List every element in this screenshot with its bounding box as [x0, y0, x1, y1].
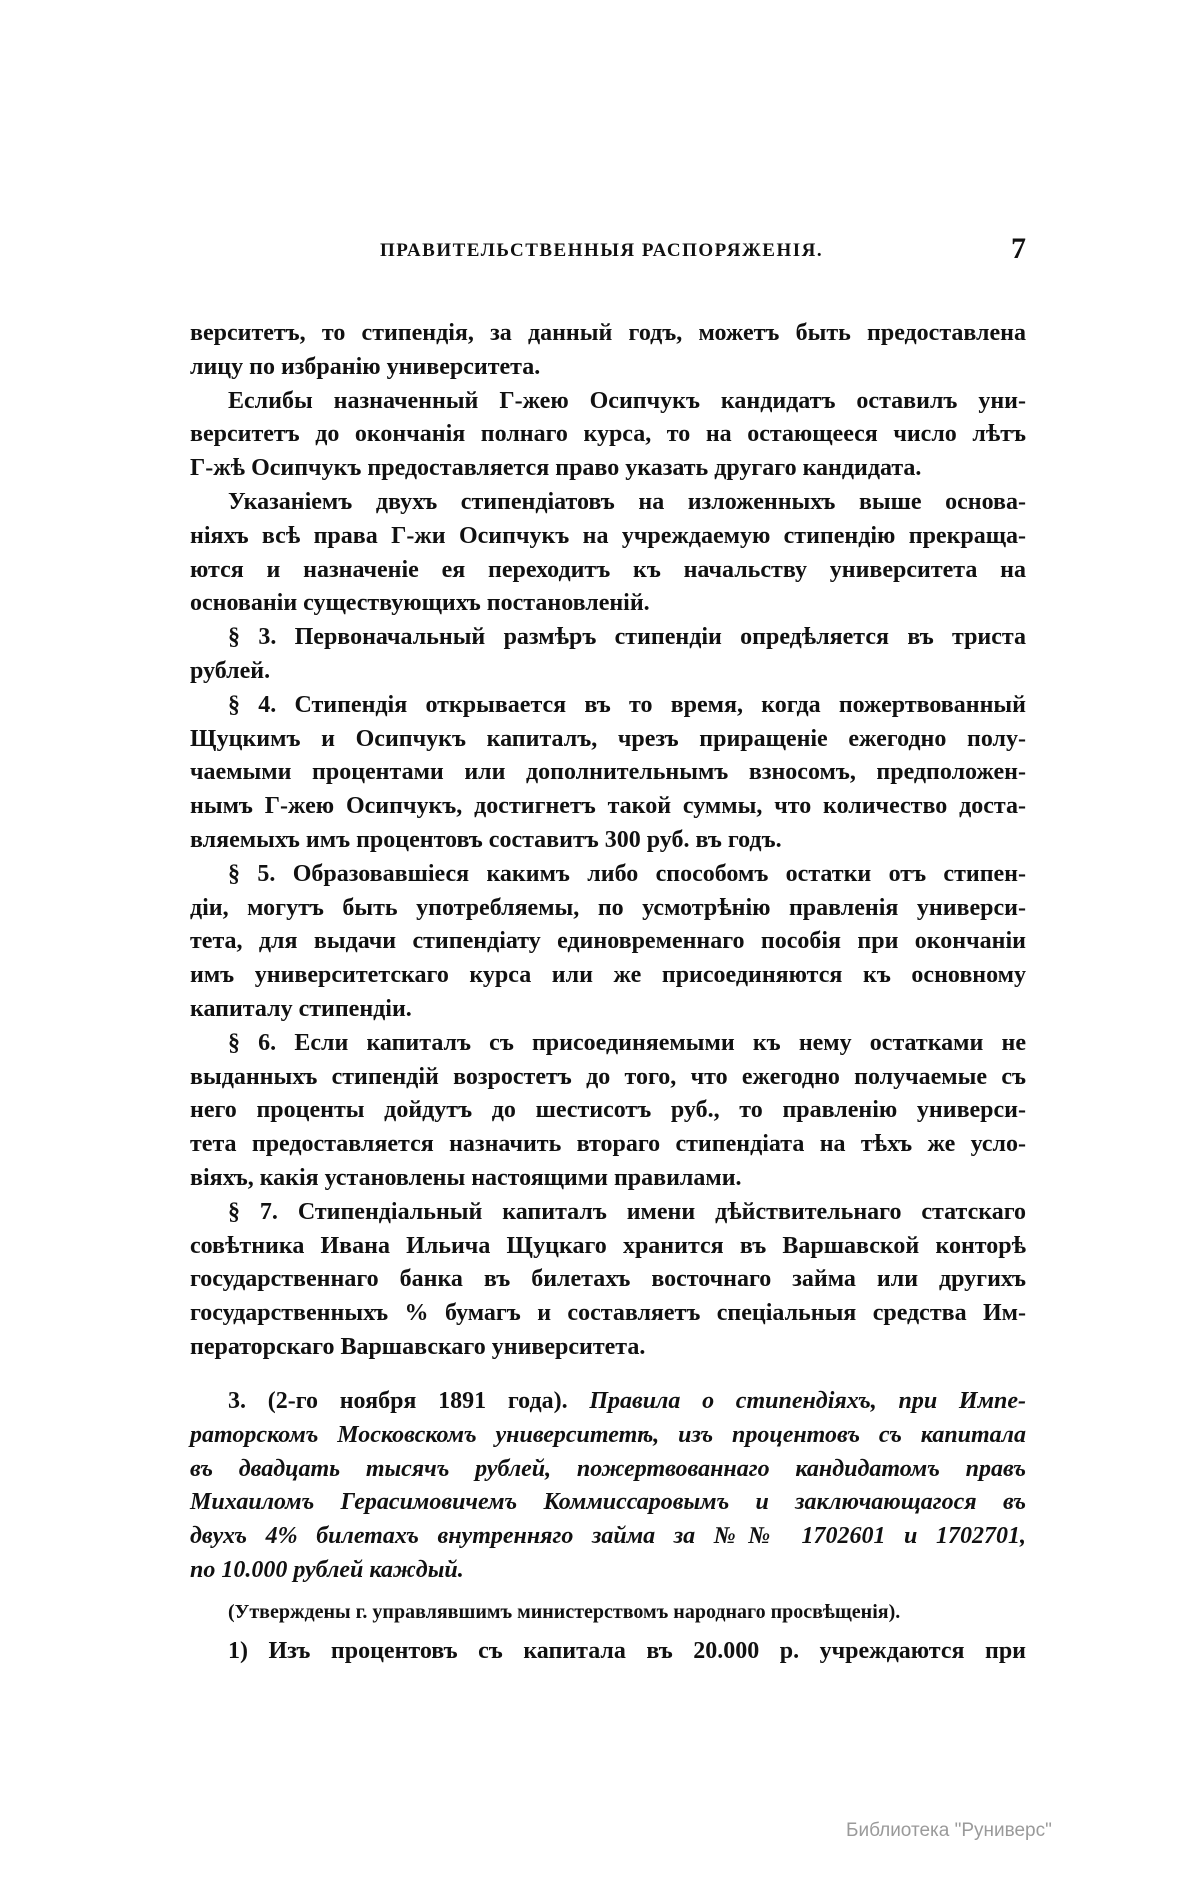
paragraph-line: Щуцкимъ и Осипчукъ капиталъ, чрезъ приращеніе ежегодно полу- [190, 726, 1026, 752]
paragraph-line: діи, могутъ быть употребляемы, по усмотрѣнію правленія универси- [190, 895, 1026, 921]
paragraph-line: § 4. Стипендія открывается въ то время, когда пожертвованный [228, 692, 1026, 718]
approval-note: (Утверждены г. управлявшимъ министерствомъ народнаго просвѣщенія). [228, 1601, 901, 1623]
library-watermark: Библиотека "Руниверс" [846, 1820, 1052, 1841]
section-heading-line: въ двадцать тысячъ рублей, пожертвованнаго кандидатомъ правъ [190, 1456, 1026, 1482]
paragraph-line: нымъ Г-жею Осипчукъ, достигнетъ такой суммы, что количество доста- [190, 793, 1026, 819]
paragraph-line: верситетъ до окончанія полнаго курса, то на остающееся число лѣтъ [190, 421, 1026, 447]
section-heading-line: двухъ 4% билетахъ внутренняго займа за №№ 1702601 и 1702701, [190, 1523, 1026, 1549]
paragraph-line: рублей. [190, 658, 271, 684]
paragraph-line: тета предоставляется назначить втораго стипендіата на тѣхъ же усло- [190, 1131, 1026, 1157]
page-number: 7 [1011, 232, 1026, 265]
paragraph-line: совѣтника Ивана Ильича Щуцкаго хранится въ Варшавской конторѣ [190, 1233, 1026, 1259]
paragraph-line: ніяхъ всѣ права Г-жи Осипчукъ на учреждаемую стипендію прекраща- [190, 523, 1026, 549]
paragraph-line: государственнаго банка въ билетахъ восточнаго займа или другихъ [190, 1266, 1026, 1292]
section-heading-line [228, 1384, 1026, 1418]
running-header [190, 232, 1026, 270]
section-heading-line: по 10.000 рублей каждый. [190, 1557, 464, 1583]
paragraph-line: тета, для выдачи стипендіату единовременнаго пособія при окончаніи [190, 928, 1026, 954]
paragraph-line: государственныхъ % бумагъ и составляетъ спеціальныя средства Им- [190, 1300, 1026, 1326]
paragraph-line: віяхъ, какія установлены настоящими правилами. [190, 1165, 742, 1191]
rule-item-1: 1) Изъ процентовъ съ капитала въ 20.000 р. учреждаются при [228, 1638, 1026, 1664]
paragraph-line: Еслибы назначенный Г-жею Осипчукъ кандидатъ оставилъ уни- [228, 388, 1026, 414]
paragraph-line: Указаніемъ двухъ стипендіатовъ на изложенныхъ выше основа- [228, 489, 1026, 515]
paragraph-line: § 3. Первоначальный размѣръ стипендіи опредѣляется въ триста [228, 624, 1026, 650]
section-heading-line: Михаиломъ Герасимовичемъ Коммиссаровымъ и заключающагося въ [190, 1489, 1026, 1515]
paragraph-line: § 7. Стипендіальный капиталъ имени дѣйствительнаго статскаго [228, 1199, 1026, 1225]
paragraph-line: верситетъ, то стипендія, за данный годъ, можетъ быть предоставлена [190, 320, 1026, 346]
paragraph-line: имъ университетскаго курса или же присоединяются къ основному [190, 962, 1026, 988]
paragraph-line: вляемыхъ имъ процентовъ составитъ 300 руб. въ годъ. [190, 827, 782, 853]
paragraph-line: выданныхъ стипендій возростетъ до того, что ежегодно получаемые съ [190, 1064, 1026, 1090]
paragraph-line: чаемыми процентами или дополнительнымъ взносомъ, предположен- [190, 759, 1026, 785]
paragraph-line: § 6. Если капиталъ съ присоединяемыми къ нему остатками не [228, 1030, 1026, 1056]
paragraph-line: ператорскаго Варшавскаго университета. [190, 1334, 646, 1360]
section-number-date: 3. (2-го ноября 1891 года). [228, 1388, 568, 1414]
paragraph-line: ются и назначеніе ея переходитъ къ начальству университета на [190, 557, 1026, 583]
paragraph-line: капиталу стипендіи. [190, 996, 412, 1022]
paragraph-line: Г-жѣ Осипчукъ предоставляется право указать другаго кандидата. [190, 455, 922, 481]
paragraph-line: него проценты дойдутъ до шестисотъ руб., то правленію универси- [190, 1097, 1026, 1123]
header-title: ПРАВИТЕЛЬСТВЕННЫЯ РАСПОРЯЖЕНІЯ. [380, 240, 824, 261]
section-title: Правила о стипендіяхъ, при Импе- [589, 1388, 1027, 1414]
paragraph-line: лицу по избранію университета. [190, 354, 541, 380]
paragraph-line: § 5. Образовавшіеся какимъ либо способомъ остатки отъ стипен- [228, 861, 1026, 887]
section-heading-line: раторскомъ Московскомъ университетѣ, изъ процентовъ съ капитала [190, 1422, 1026, 1448]
paragraph-line: основаніи существующихъ постановленій. [190, 590, 650, 616]
